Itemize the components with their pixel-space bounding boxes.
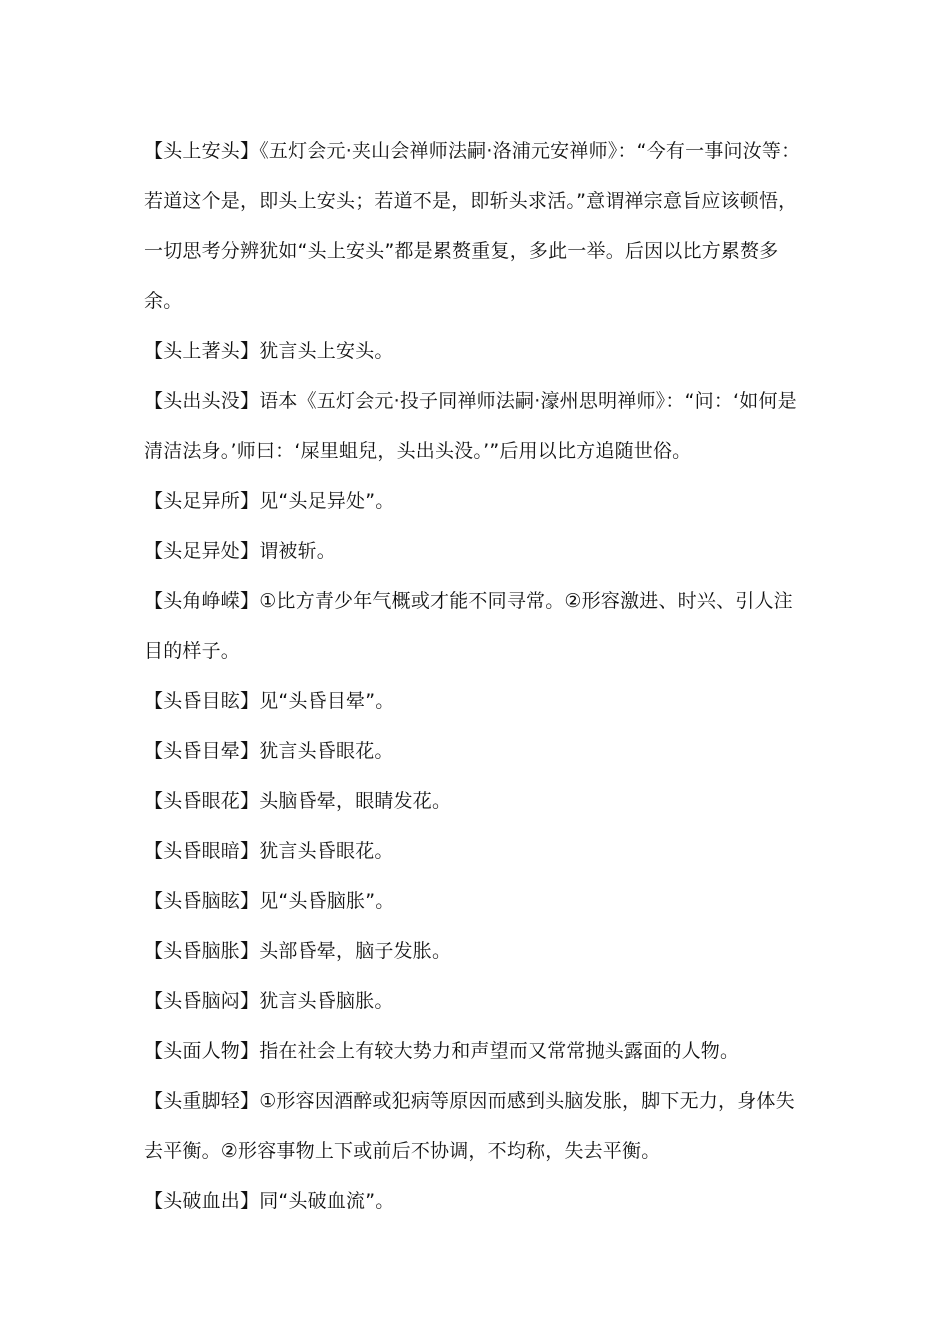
- entry-tou-hun-nao-xuan: 【头昏脑眩】见“头昏脑胀”。: [144, 890, 395, 912]
- entry-tou-zu-yi-suo: 【头足异所】见“头足异处”。: [144, 490, 395, 512]
- entry-tou-hun-nao-zhang: 【头昏脑胀】头部昏晕，脑子发胀。: [144, 940, 452, 962]
- entry-tou-zhong-jiao-qing: 【头重脚轻】①形容因酒醉或犯病等原因而感到头脑发胀，脚下无力，身体失去平衡。②形容事物上下或前后不协调，不均称，失去平衡。: [144, 1090, 795, 1162]
- entry-tou-hun-yan-an: 【头昏眼暗】犹言头昏眼花。: [144, 840, 394, 862]
- entry-tou-hun-mu-xuan: 【头昏目眩】见“头昏目晕”。: [144, 690, 395, 712]
- entry-tou-jiao-zheng-rong: 【头角峥嵘】①比方青少年气概或才能不同寻常。②形容激进、时兴、引人注目的样子。: [144, 590, 793, 662]
- entry-tou-mian-ren-wu: 【头面人物】指在社会上有较大势力和声望而又常常抛头露面的人物。: [144, 1040, 740, 1062]
- entry-tou-hun-yan-hua: 【头昏眼花】头脑昏晕，眼睛发花。: [144, 790, 452, 812]
- entry-tou-shang-an-tou: 【头上安头】《五灯会元·夹山会禅师法嗣·洛浦元安禅师》：“今有一事问汝等：若道这个是，即头上安头；若道不是，即斩头求活。”意谓禅宗意旨应该顿悟，一切思考分辨犹如“头上安头”都是累赘重复，多此一举。后因以比方累赘多余。: [144, 140, 801, 312]
- entry-tou-po-xue-chu: 【头破血出】同“头破血流”。: [144, 1190, 395, 1212]
- entry-tou-hun-mu-yun: 【头昏目晕】犹言头昏眼花。: [144, 740, 394, 762]
- entry-tou-hun-nao-men: 【头昏脑闷】犹言头昏脑胀。: [144, 990, 394, 1012]
- entry-tou-zu-yi-chu: 【头足异处】谓被斩。: [144, 540, 337, 562]
- dictionary-entries: [144, 126, 809, 1226]
- entry-tou-shang-zhu-tou: 【头上著头】犹言头上安头。: [144, 340, 394, 362]
- entry-tou-chu-tou-mei: 【头出头没】语本《五灯会元·投子同禅师法嗣·濠州思明禅师》：“问：‘如何是清洁法身。’师曰：‘屎里蛆兒，头出头没。’”后用以比方追随世俗。: [144, 390, 797, 462]
